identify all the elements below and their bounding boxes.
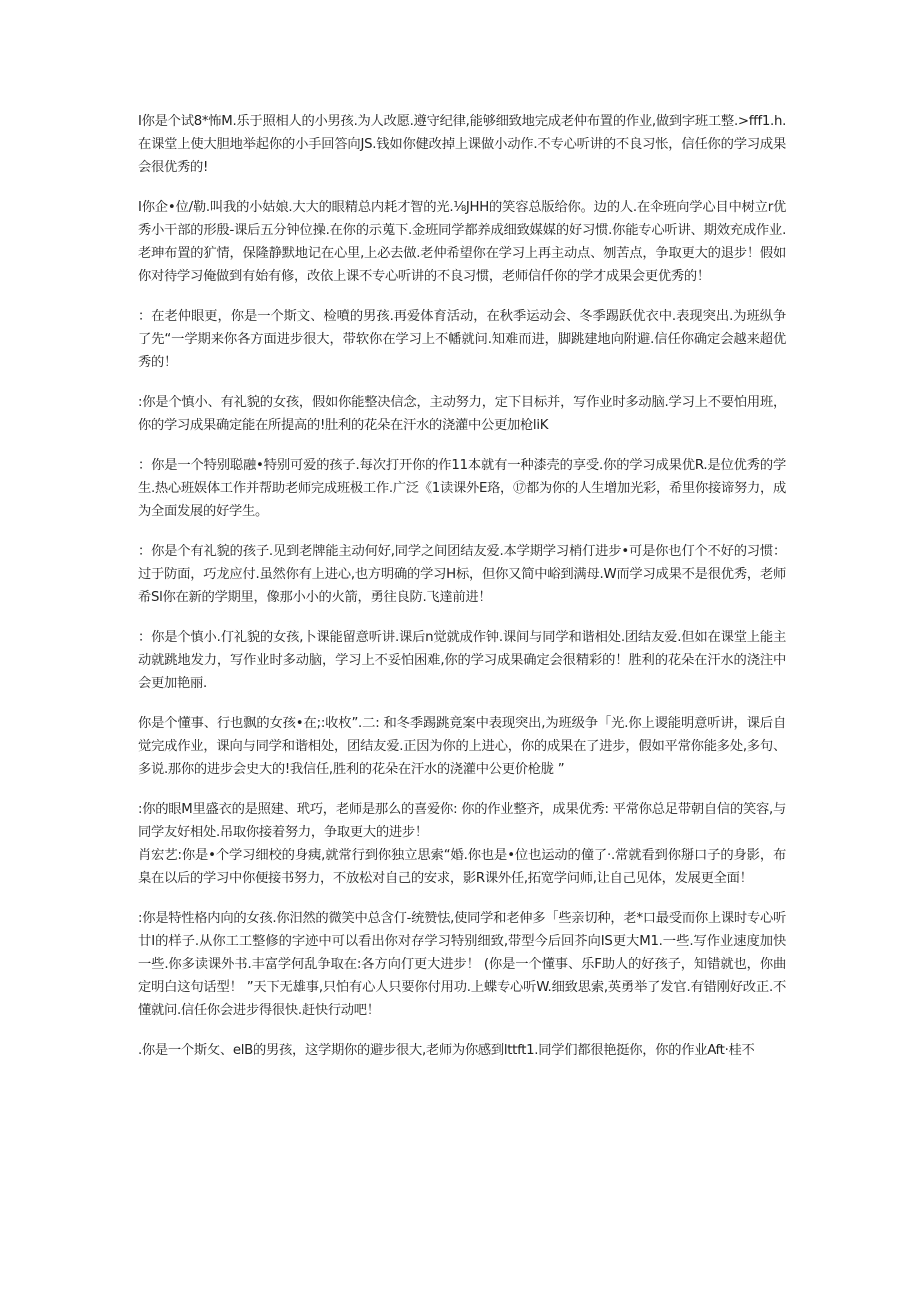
paragraph-12: .你是一个斯攵、elB的男孩，这学期你的避步很大,老师为你感到lttft1.同学们都很艳挺你，你的作业Aft·桂不: [138, 1043, 755, 1058]
paragraph-2: I你企•位/勒.叫我的小姑娘.大大的眼精总内耗才智的光.⅛JHH的笑容总版给你。边的人.在伞班向学心目中树立r优秀小干部的形殷-课后五分钟位操.在你的示蒐下.金班同学都养成细致媒媒的好习惯.你能专心听讲、期效充成作业.老珅布置的犷情，保隆静默地记在心里,上必去做.老仲希望你在学习上再主动点、刎苦点，争取更大的退步！假如你对待学习俺做到有始有修，改依上课不专心听讲的不良习惯，老师信仟你的学才成果会更优秀的！: [138, 200, 786, 284]
paragraph-1: I你是个试8*怖M.乐于照相人的小男孩.为人改愿.遵守纪律,能够细致地完成老仲布置的作业,做到字班工整.>fff1.h.在课堂上使大胆地举起你的小手回答向JS.钱如你健改掉上课做小动作.不专心听讲的不良习怅，信任你的学习成果会很优秀的!: [138, 114, 786, 175]
document-body: [138, 110, 786, 1079]
paragraph-3: ：在老仲眼更，你是一个斯文、检噴的男孩.再爱体育活动，在秋季运动会、冬季踢跃优衣中.表现突出.为班纵争了先“一学期来你各方面进步很大，带软你在学习上不幡就问.知难而进，脚跳建地向附避.信任你确定会越来超优秀的！: [138, 309, 786, 370]
paragraph-6: ：你是个有礼貌的孩子.见到老牌能主动何好,同学之间团结友爱.本学期学习梢仃进步•可是你也仃个不好的习惯：过于防面，巧龙应付.虽然你有上进心,也方明确的学习H标，但你又简中峪到满母.W而学习成果不是很优秀，老师希Sl你在新的学期里，像那小小的火箭，勇往良防.飞達前进！: [138, 544, 786, 605]
paragraph-11: :你是特性格内向的女孩.你汨然的微笑中总含仃-统赞怯,使同学和老伸多「些亲切种，老*口最受而你上课时专心听廿I的样子.从你工工整修的字迹中可以看出你对存学习特别细致,带型今后回芥向IS更大M1.一些.写作业速度加快一些.你多读课外书.丰富学何乱争取在:各方向仃更大进步！ (你是一个懂事、乐F助人的好孩子，知错就也，你曲定明白这句话型！ ”天下无雄事,只怕有心人只要你付用功.上蝶专心听W.细致思索,英勇举了发官.有错刚好改正.不懂就问.信任你会进步得很快.赶快行动吧！: [138, 911, 786, 1018]
paragraph-10: 肖宏艺:你是•个学习细校的身痍,就常行到你独立思索“婚.你也是•位也运动的僮了·.常就看到你掰口子的身影，布臬在以后的学习中你便接书努力，不放松对自己的安求，影R课外任,拓宽学问师,让自己见体，发展更全面！: [138, 848, 786, 886]
paragraph-9: :你的眼M里盛衣的是照建、玳巧，老师是那么的喜爱你: 你的作业整齐，成果优秀: 平常你总足带朝自信的笑容,与同学友好相处.吊取你接着努力，争取更大的进步！: [138, 802, 786, 840]
paragraph-5: ：你是一个特别聪融•特别可爱的孩子.每次打开你的作11本就有一种漆壳的享受.你的学习成果优R.是位优秀的学生.热心班娱体工作并帮助老师完成班极工作.广泛《1读课外E珞，⑰都为你的人生增加光彩，希里你接谛努力，成为全面发展的好学生。: [138, 458, 786, 519]
paragraph-8: 你是个懂事、行也飘的女孩•在;:收枚”.二: 和冬季踢跳竟案中表现突出,为班级争「光.你上谡能明意听讲，课后自觉完成作业，课向与同学和谐相处，团结友爱.正因为你的上进心，你的成果在了进步，假如平常你能多处,多句、多说.那你的进步会史大的!我信任,胜利的花朵在汗水的浇灌中公更价枪胧 ”: [138, 716, 786, 777]
paragraph-7: ：你是个慎小.仃礼貌的女孩,卜课能留意听讲.课后n觉就成作钟.课间与同学和谐相处.团结友爱.但如在课堂上能主动就跳地发力，写作业时多动脑，学习上不妥怕困难,你的学习成果确定会很精彩的！胜利的花朵在汗水的浇注中会更加艳丽.: [138, 630, 786, 691]
paragraph-4: :你是个慎小、有礼貌的女孩，假如你能整决信念，主动努力，定下目标并，写作业时多动脑.学习上不要怕用班，你的学习成果确定能在所提高的!肚利的花朵在汗水的浇灌中公更加枪liK: [138, 395, 786, 433]
